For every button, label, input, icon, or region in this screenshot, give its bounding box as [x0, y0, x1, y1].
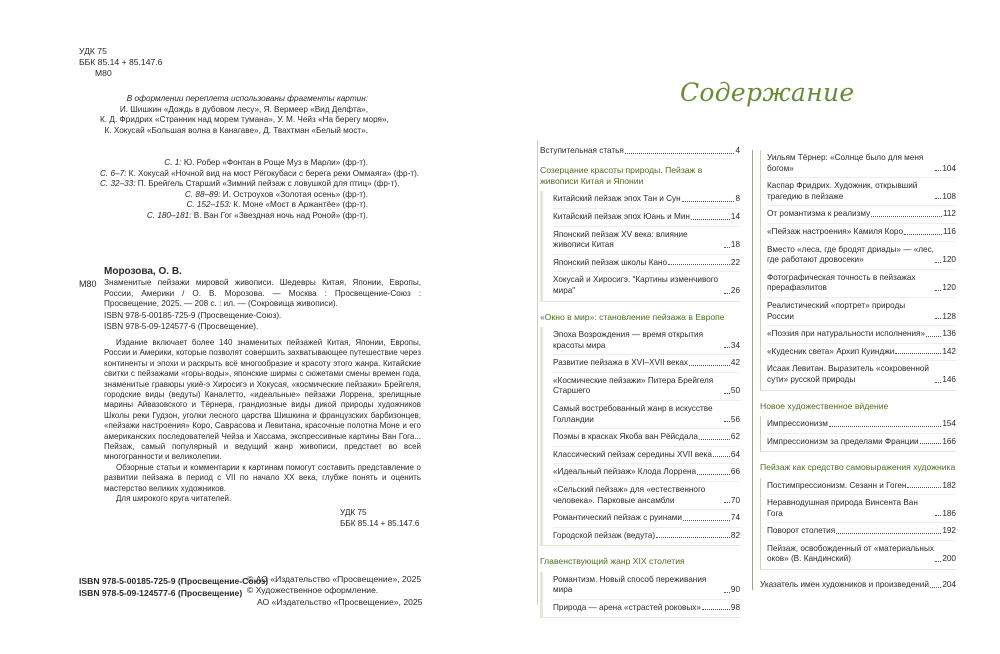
- toc-entry[interactable]: [767, 416, 956, 434]
- toc-entry-page: 26: [730, 285, 740, 295]
- isbn-line: ISBN 978-5-09-124577-6 (Просвещение): [79, 588, 243, 598]
- toc-leader: [724, 502, 730, 503]
- toc-entry[interactable]: [767, 150, 956, 178]
- toc-section-heading: Новое художественное ви́дение: [760, 400, 889, 411]
- toc-leader: [907, 487, 941, 488]
- toc-entry-title: Развитие пейзажа в XVI–XVII веках: [553, 358, 688, 368]
- toc-section-heading: Созерцание красоты природы. Пейзаж в живописи Китая и Японии: [540, 164, 703, 186]
- toc-entry[interactable]: [767, 178, 956, 206]
- toc-leader: [829, 426, 941, 427]
- toc-entry[interactable]: [767, 224, 956, 242]
- copyright-line: © Художественное оформление.: [247, 585, 379, 596]
- toc-section-heading: Пейзаж как средство самовыражения художника: [760, 462, 956, 473]
- toc-entry[interactable]: [767, 523, 956, 541]
- toc-leader: [935, 170, 941, 171]
- catalog-isbn-list: [104, 311, 281, 332]
- copyright-line: © АО «Издательство «Просвещение», 2025: [247, 574, 422, 584]
- isbn-block: [79, 575, 268, 599]
- toc-entry-title: Постимпрессионизм. Сезанн и Гоген: [767, 480, 907, 490]
- toc-entry-title: Китайский пейзаж эпох Тан и Сун: [553, 194, 681, 204]
- toc-entry-title: Поэмы в красках Якоба ван Рёйсдала: [553, 432, 698, 442]
- toc-entry-title: Уильям Тёрнер: «Солнце было для меня богом»: [767, 153, 924, 173]
- toc-entry[interactable]: [767, 242, 956, 270]
- toc-entry-page: 120: [942, 255, 956, 265]
- toc-entry-title: Японский пейзаж XV века: влияние живописи Китая: [553, 229, 688, 250]
- caption-line: [100, 179, 400, 190]
- copyright-block: [247, 574, 422, 608]
- toc-entry-title: Вступительная статья: [540, 146, 624, 155]
- toc-leader: [935, 290, 941, 291]
- toc-entry-page: 128: [942, 311, 956, 321]
- toc-column-divider: [752, 150, 753, 590]
- toc-leader: [683, 520, 730, 521]
- toc-entry[interactable]: [553, 510, 740, 528]
- toc-entry-page: 186: [942, 508, 956, 518]
- toc-entry[interactable]: [760, 580, 956, 591]
- toc-leader: [904, 234, 942, 235]
- caption-line: [100, 200, 368, 211]
- toc-leader: [625, 153, 735, 154]
- toc-entry-title: Указатель имен художников и произведений: [760, 580, 929, 590]
- caption-line: [100, 158, 368, 169]
- toc-entry-page: 82: [730, 530, 740, 540]
- caption-line: [100, 190, 368, 201]
- toc-leader: [724, 347, 730, 348]
- toc-entry[interactable]: [767, 361, 956, 388]
- toc-entry-title: Японский пейзаж школы Кано: [553, 257, 668, 267]
- toc-entry-page: 22: [730, 257, 740, 267]
- caption-text: К. Хокусай «Ночной вид на мост Рёгокубаси с берега реки Оммаяга» (фр-т).: [126, 168, 420, 178]
- toc-leader: [935, 198, 941, 199]
- toc-leader: [836, 533, 941, 534]
- toc-entry-title: Исаак Левитан. Выразитель «сокровенной сути» русской природы: [767, 364, 929, 384]
- toc-entry-page: 192: [942, 526, 956, 536]
- toc-entry[interactable]: [553, 373, 740, 401]
- toc-entry-page: 98: [730, 602, 740, 612]
- catalog-side-code: М80: [79, 279, 97, 289]
- toc-entry[interactable]: [553, 572, 740, 600]
- toc-leader: [935, 382, 941, 383]
- toc-entry[interactable]: [767, 326, 956, 344]
- toc-entry[interactable]: [553, 429, 740, 447]
- toc-section-group: [540, 327, 740, 546]
- caption-text: Ю. Робер «Фонтан в Роще Муз в Марли» (фр-т).: [181, 158, 368, 167]
- toc-column-right: [760, 150, 956, 591]
- toc-entry-title: Романтический пейзаж с руинами: [553, 513, 682, 523]
- cover-design-line: К. Д. Фридрих «Странник над морем тумана», У. М. Чейз «На берегу моря»,: [100, 115, 389, 125]
- isbn-line: ISBN 978-5-00185-725-9 (Просвещение-Союз): [79, 576, 269, 586]
- toc-leader: [935, 318, 941, 319]
- udk-footer: [340, 507, 419, 529]
- toc-leader: [713, 456, 730, 457]
- caption-text: П. Брейгель Старший «Зимний пейзаж с ловушкой для птиц» (фр-т).: [135, 179, 400, 189]
- toc-entry-title: Городской пейзаж (ведута): [553, 530, 656, 540]
- toc-leader: [691, 219, 730, 220]
- toc-leader: [926, 336, 941, 337]
- toc-entry[interactable]: [553, 401, 740, 429]
- bbk-code: ББК 85.14 + 85.147.6: [340, 519, 420, 528]
- toc-entry-title: Природа — арена «страстей роковых»: [553, 602, 701, 612]
- toc-leader: [724, 293, 730, 294]
- caption-line: [100, 168, 420, 180]
- toc-entry-page: 18: [730, 240, 740, 250]
- toc-entry-title: Эпоха Возрождения — время открытия красоты мира: [553, 329, 704, 350]
- toc-entry-title: «Космические пейзажи» Питера Брейгеля Старшего: [553, 375, 714, 396]
- toc-entry[interactable]: [767, 434, 956, 451]
- toc-entry-title: Фотографическая точность в пейзажах прерафаэлитов: [767, 272, 916, 293]
- toc-leader: [724, 421, 730, 422]
- toc-leader: [935, 515, 941, 516]
- toc-section-group: [760, 416, 956, 452]
- toc-entry[interactable]: [553, 447, 740, 465]
- toc-entry[interactable]: [767, 344, 956, 362]
- toc-entry-page: 74: [730, 513, 740, 523]
- toc-leader: [935, 262, 941, 263]
- toc-entry-title: «Поэзия при натуральности исполнения»: [767, 329, 926, 339]
- toc-entry-page: 14: [730, 212, 740, 221]
- toc-leader: [724, 592, 730, 593]
- toc-entry-title: Неравнодушная природа Винсента Ван Гога: [767, 498, 918, 518]
- caption-page: С. 180–181:: [146, 210, 192, 220]
- toc-entry-page: 120: [942, 283, 956, 293]
- toc-entry[interactable]: [553, 191, 740, 209]
- toc-entry[interactable]: [553, 600, 740, 617]
- toc-entry-page: 34: [730, 340, 740, 350]
- toc-entry-title: «Пейзаж настроения» Камиля Коро: [767, 226, 904, 236]
- toc-section-group: [540, 572, 740, 619]
- toc-leader: [935, 561, 941, 562]
- annotation-paragraph: Для широкого круга читателей.: [116, 494, 232, 504]
- toc-entry-page: 166: [942, 436, 956, 446]
- toc-left-rule: [537, 140, 538, 605]
- toc-entry-page: 204: [942, 580, 956, 590]
- toc-entry-page: 108: [942, 191, 956, 201]
- toc-leader: [871, 216, 942, 217]
- toc-entry[interactable]: [553, 209, 740, 227]
- toc-entry-title: «Сельский пейзаж» для «естественного человека». Парковые ансамбли: [553, 484, 706, 505]
- toc-entry-page: 182: [942, 480, 956, 490]
- toc-entry-page: 64: [730, 449, 740, 459]
- toc-entry-page: 42: [730, 358, 740, 368]
- author-mark: М80: [95, 68, 112, 78]
- toc-entry[interactable]: [553, 482, 740, 510]
- toc-entry-title: От романтизма к реализму: [767, 209, 871, 219]
- toc-entry-title: Пейзаж, освобожденный от «материальных оков» (В. Кандинский): [767, 543, 934, 564]
- toc-entry-page: 4: [735, 146, 740, 155]
- toc-leader: [920, 443, 942, 444]
- toc-entry-page: 200: [942, 554, 956, 564]
- toc-leader: [697, 474, 730, 475]
- toc-entry-title: «Кудесник света» Архип Куинджи: [767, 346, 895, 356]
- caption-page: С. 1:: [164, 158, 182, 167]
- toc-entry[interactable]: [767, 206, 956, 224]
- toc-entry[interactable]: [553, 528, 740, 545]
- toc-entry-page: 56: [730, 414, 740, 424]
- caption-text: В. Ван Гог «Звездная ночь над Роной» (фр-т).: [191, 210, 368, 220]
- udk-code: УДК 75: [79, 46, 107, 56]
- toc-entry-page: 62: [730, 432, 740, 442]
- cover-design-line: И. Шишкин «Дождь в дубовом лесу», Я. Вермеер «Вид Делфта»,: [119, 104, 368, 114]
- caption-page: С. 152–153:: [186, 200, 232, 210]
- cover-design-line: К. Хокусай «Большая волна в Канагаве», Д. Твахтман «Белый мост».: [104, 125, 368, 135]
- catalog-description: Знаменитые пейзажи мировой живописи. Шедевры Китая, Японии, Европы, России, Америки / О. В. Морозова. — Москва : Просвещение-Союз : Просвещение, 2025. — 208 с. : ил. — (Сокровища живописи).: [104, 278, 421, 309]
- toc-entry[interactable]: [767, 495, 956, 523]
- udk-code: УДК 75: [340, 508, 367, 517]
- toc-entry[interactable]: [767, 270, 956, 298]
- bbk-code: ББК 85.14 + 85.147.6: [79, 57, 163, 67]
- toc-entry[interactable]: [767, 298, 956, 326]
- toc-entry[interactable]: [553, 272, 740, 299]
- toc-entry-title: Импрессионизм за пределами Франции: [767, 436, 919, 446]
- toc-entry-page: 112: [942, 209, 956, 219]
- illustration-captions: [100, 158, 420, 222]
- toc-entry-page: 136: [942, 329, 956, 339]
- toc-entry[interactable]: [553, 255, 740, 273]
- toc-leader: [656, 537, 730, 538]
- cover-design-intro: В оформлении переплета использованы фрагменты картин:: [126, 94, 368, 103]
- toc-entry[interactable]: [540, 146, 740, 157]
- caption-text: К. Моне «Мост в Аржантёе» (фр-т).: [231, 200, 368, 210]
- toc-leader: [724, 247, 730, 248]
- toc-entry[interactable]: [767, 541, 956, 568]
- caption-page: С. 6–7:: [100, 168, 127, 178]
- cover-design-credits: [100, 94, 389, 136]
- toc-leader: [682, 201, 735, 202]
- toc-section-heading: Главенствующий жанр XIX столетия: [540, 556, 685, 567]
- toc-leader: [930, 587, 941, 588]
- toc-entry-page: 8: [735, 194, 740, 204]
- toc-entry-title: Классический пейзаж середины XVII века: [553, 449, 712, 459]
- toc-entry-title: Импрессионизм: [767, 418, 828, 428]
- toc-entry-title: «Идеальный пейзаж» Клода Лоррена: [553, 467, 697, 477]
- toc-section-group: [540, 191, 740, 301]
- copyright-line: АО «Издательство «Просвещение», 2025: [257, 596, 423, 607]
- toc-entry-page: 50: [730, 386, 740, 396]
- toc-section-group: [760, 478, 956, 571]
- toc-entry-page: 90: [730, 585, 740, 595]
- toc-leader: [702, 609, 730, 610]
- toc-entry-page: 104: [942, 163, 956, 173]
- toc-entry[interactable]: [553, 327, 740, 355]
- caption-line: [100, 211, 368, 222]
- toc-title: Содержание: [680, 78, 855, 107]
- toc-entry-title: Хокусай и Хиросигэ. "Картины изменчивого мира": [553, 275, 719, 295]
- toc-entry-title: Романтизм. Новый способ переживания мира: [553, 574, 707, 595]
- toc-entry[interactable]: [553, 464, 740, 482]
- toc-entry[interactable]: [553, 227, 740, 255]
- caption-page: С. 88–89:: [184, 189, 221, 199]
- caption-page: С. 32–33:: [100, 179, 136, 189]
- annotation-paragraph: Обзорные статьи и комментарии к картинам помогут составить представление о развитии пейзажа в период с VII по начало XX века, глубже понять и оценить мастерство великих художников.: [104, 462, 421, 493]
- toc-entry-title: Вместо «леса, где бродят дриады» — «лес, где работают дровосеки»: [767, 244, 934, 265]
- toc-column-left: [540, 146, 740, 618]
- toc-entry[interactable]: [767, 478, 956, 496]
- annotation-paragraph: Издание включает более 140 знаменитых пейзажей Китая, Японии, Европы, России и Америки, которые позволят совершить захватывающее путешествие через континенты и эпохи и раскрыть всё многообразие и красоту этого жанра. Китайские свитки с пейзажами «горы-воды», японские ширмы с сюжетами смены времен года, знаменитые гравюры укиё-э Хиросигэ и Хокусая, «космические пейзажи» Брейгеля, городские виды (ведуты) Каналетто, «идеальные» пейзажи Лоррена, зрелищные марины Айвазовского и Тёрнера, грандиозные виды дикой природы художников Школы реки Гудзон, уголки лесного царства Шишкина и французских барбизонцев, «пейзажи настроения» Коро, Саврасова и Левитана, красочные полотна Моне и его американских последователей Чейза и Хассама, экспрессивные картины Ван Гога... Пейзаж, самый популярный и ведущий жанр живописи, предстает во всей многогранности и великолепии.: [104, 338, 421, 462]
- toc-entry-page: 116: [942, 226, 956, 236]
- toc-leader: [699, 439, 730, 440]
- toc-entry-page: 142: [942, 346, 956, 356]
- caption-text: И. Остроухов «Золотая осень» (фр-т).: [220, 189, 368, 199]
- catalog-isbn: ISBN 978-5-09-124577-6 (Просвещение).: [104, 321, 259, 331]
- catalog-author: Морозова, О. В.: [104, 266, 182, 277]
- toc-entry-title: Китайский пейзаж эпох Юань и Мин: [553, 212, 690, 221]
- toc-entry-title: Реалистический «портрет» природы России: [767, 300, 906, 321]
- toc-section-group: [760, 150, 956, 391]
- toc-entry-page: 66: [730, 467, 740, 477]
- toc-entry-title: Каспар Фридрих. Художник, открывший трагедию в пейзаже: [767, 181, 918, 201]
- toc-section-heading: «Окно в мир»: становление пейзажа в Европе: [540, 311, 725, 322]
- toc-entry[interactable]: [553, 355, 740, 373]
- toc-entry-title: Самый востребованный жанр в искусстве Голландии: [553, 403, 713, 424]
- toc-entry-page: 70: [730, 495, 740, 505]
- toc-leader: [895, 353, 941, 354]
- toc-leader: [668, 264, 730, 265]
- toc-leader: [724, 393, 730, 394]
- toc-entry-page: 154: [942, 418, 956, 428]
- toc-entry-title: Поворот столетия: [767, 526, 836, 536]
- annotation: [104, 338, 421, 505]
- toc-leader: [689, 365, 730, 366]
- catalog-isbn: ISBN 978-5-00185-725-9 (Просвещение-Союз).: [104, 311, 282, 320]
- udk-header: [79, 46, 162, 79]
- toc-entry-page: 146: [942, 374, 956, 384]
